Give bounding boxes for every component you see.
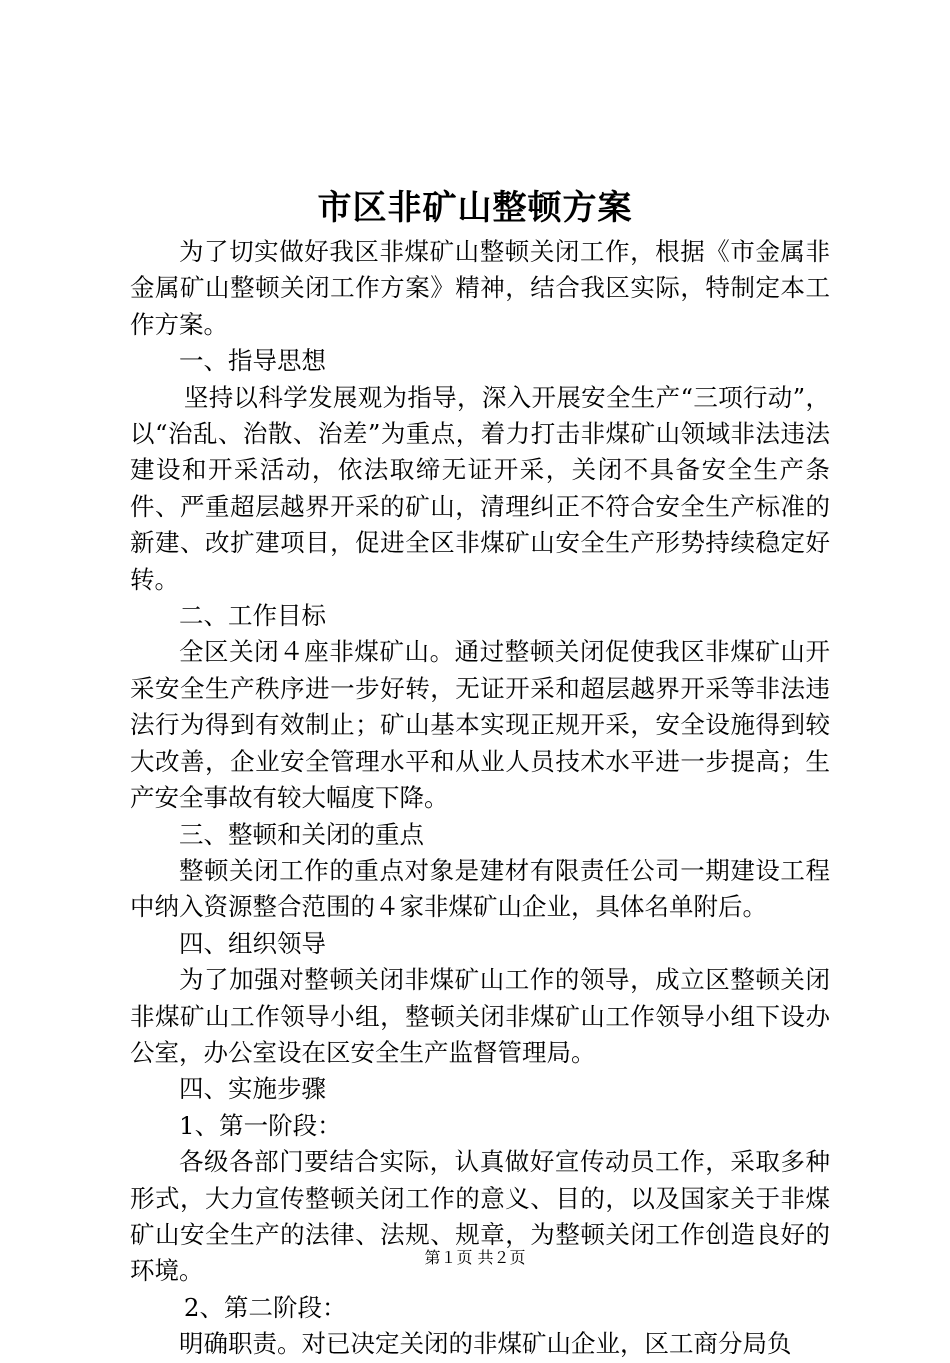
subsection-heading: 1、第一阶段： xyxy=(179,1110,342,1140)
paragraph: 为了加强对整顿关闭非煤矿山工作的领导，成立区整顿关闭非煤矿山工作领导小组，整顿关闭非煤矿山工作领导小组下设办公室，办公室设在区安全生产监督管理局。 xyxy=(130,965,830,1067)
paragraph: 坚持以科学发展观为指导，深入开展安全生产“三项行动”，以“治乱、治散、治差”为重点，着力打击非煤矿山领域非法违法建设和开采活动，依法取缔无证开采，关闭不具备安全生产条件、严重超层越界开采的矿山，清理纠正不符合安全生产标准的新建、改扩建项目，促进全区非煤矿山安全生产形势持续稳定好转。 xyxy=(130,382,830,594)
section-heading: 四、组织领导 xyxy=(179,928,326,958)
paragraph: 为了切实做好我区非煤矿山整顿关闭工作，根据《市金属非金属矿山整顿关闭工作方案》精神，结合我区实际，特制定本工作方案。 xyxy=(130,237,830,339)
section-heading: 四、实施步骤 xyxy=(179,1074,326,1104)
document-title: 市区非矿山整顿方案 xyxy=(317,188,633,228)
paragraph: 各级各部门要结合实际，认真做好宣传动员工作，采取多种形式，大力宣传整顿关闭工作的意义、目的，以及国家关于非煤矿山安全生产的法律、法规、规章，为整顿关闭工作创造良好的环境。 xyxy=(130,1147,830,1286)
subsection-heading: 2、第二阶段： xyxy=(183,1292,347,1322)
section-heading: 三、整顿和关闭的重点 xyxy=(179,819,424,849)
page-footer: 第１页 共２页 xyxy=(424,1248,526,1267)
paragraph: 全区关闭４座非煤矿山。通过整顿关闭促使我区非煤矿山开采安全生产秩序进一步好转，无证开采和超层越界开采等非法违法行为得到有效制止；矿山基本实现正规开采，安全设施得到较大改善，企业安全管理水平和从业人员技术水平进一步提高；生产安全事故有较大幅度下降。 xyxy=(130,637,830,813)
section-heading: 一、指导思想 xyxy=(179,346,326,376)
document-body xyxy=(130,234,830,1363)
paragraph: 整顿关闭工作的重点对象是建材有限责任公司一期建设工程中纳入资源整合范围的４家非煤矿山企业，具体名单附后。 xyxy=(130,855,830,922)
section-heading: 二、工作目标 xyxy=(179,601,326,631)
paragraph: 明确职责。对已决定关闭的非煤矿山企业，区工商分局负 xyxy=(179,1329,792,1359)
